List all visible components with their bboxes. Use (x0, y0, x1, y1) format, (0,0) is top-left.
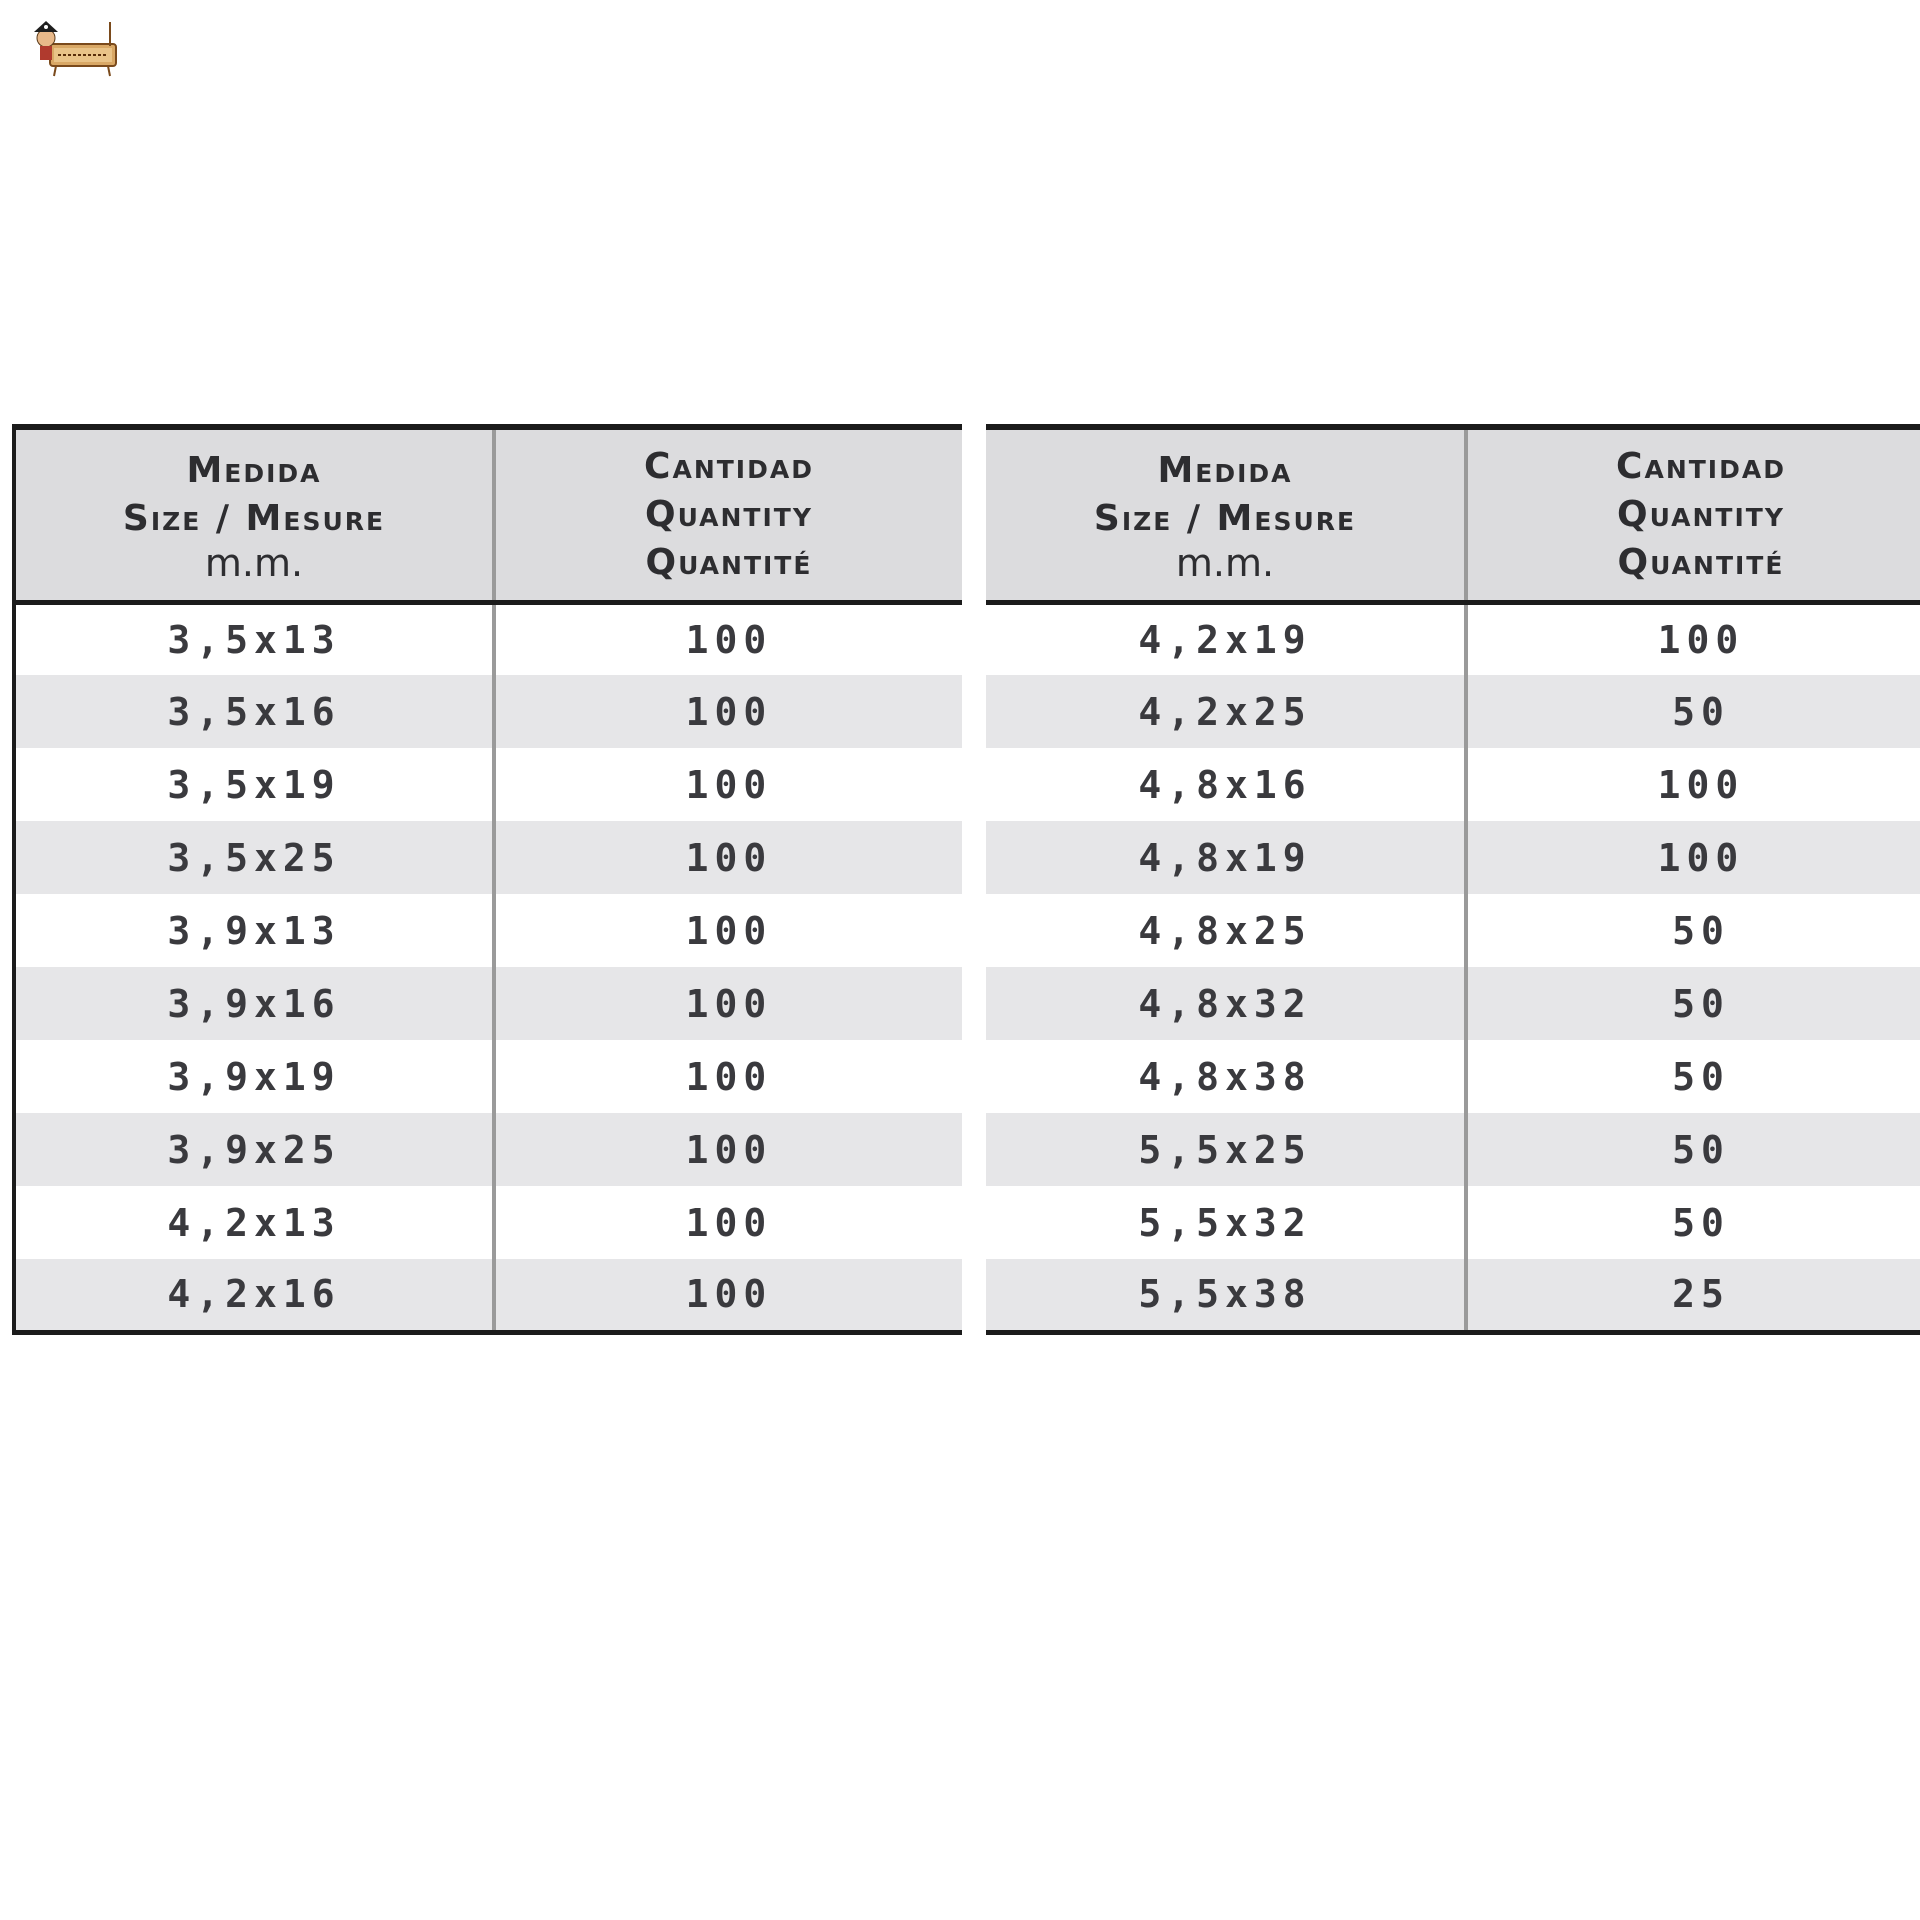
size-cell: 5,5x32 (986, 1186, 1466, 1259)
header-size-es: Medida (186, 449, 322, 491)
table-row (14, 602, 962, 675)
table-body (986, 602, 1920, 1332)
size-column-header (14, 427, 494, 602)
quantity-cell: 50 (1466, 1113, 1920, 1186)
size-cell: 4,8x38 (986, 1040, 1466, 1113)
header-size-es: Medida (1157, 449, 1293, 491)
table-row (986, 967, 1920, 1040)
header-size-units: m.m. (204, 540, 304, 585)
table-row (986, 748, 1920, 821)
table-row (14, 1259, 962, 1332)
quantity-cell: 100 (494, 894, 962, 967)
table-row (14, 894, 962, 967)
quantity-cell: 100 (494, 1259, 962, 1332)
header-quantity-es: Cantidad (644, 445, 814, 487)
size-cell: 4,8x16 (986, 748, 1466, 821)
quantity-cell: 100 (494, 967, 962, 1040)
table-row (14, 1113, 962, 1186)
header-quantity-fr: Quantité (1617, 541, 1785, 583)
quantity-cell: 100 (1466, 821, 1920, 894)
size-cell: 3,9x25 (14, 1113, 494, 1186)
size-cell: 3,9x13 (14, 894, 494, 967)
quantity-cell: 100 (494, 821, 962, 894)
table-row (986, 1259, 1920, 1332)
table-header-row (14, 427, 962, 602)
size-cell: 3,5x16 (14, 675, 494, 748)
quantity-cell: 100 (1466, 602, 1920, 675)
size-cell: 5,5x25 (986, 1113, 1466, 1186)
table-body (14, 602, 962, 1332)
quantity-cell: 50 (1466, 894, 1920, 967)
table-row (14, 967, 962, 1040)
size-cell: 3,5x25 (14, 821, 494, 894)
size-quantity-table-right (986, 424, 1920, 1335)
header-quantity-en: Quantity (1617, 493, 1785, 535)
quantity-cell: 100 (494, 1113, 962, 1186)
size-cell: 4,2x13 (14, 1186, 494, 1259)
quantity-column-header (1466, 427, 1920, 602)
table-header-row (986, 427, 1920, 602)
size-cell: 4,2x19 (986, 602, 1466, 675)
quantity-cell: 50 (1466, 1040, 1920, 1113)
size-cell: 4,2x25 (986, 675, 1466, 748)
size-cell: 3,9x19 (14, 1040, 494, 1113)
size-cell: 3,5x19 (14, 748, 494, 821)
size-cell: 4,8x25 (986, 894, 1466, 967)
table-row (986, 602, 1920, 675)
quantity-column-header (494, 427, 962, 602)
table-row (986, 675, 1920, 748)
table-row (986, 1186, 1920, 1259)
quantity-cell: 50 (1466, 1186, 1920, 1259)
header-quantity-fr: Quantité (645, 541, 813, 583)
quantity-cell: 25 (1466, 1259, 1920, 1332)
table-row (986, 1113, 1920, 1186)
table-row (14, 675, 962, 748)
quantity-cell: 100 (494, 675, 962, 748)
brand-logo (30, 18, 120, 80)
table-row (986, 894, 1920, 967)
quantity-cell: 100 (1466, 748, 1920, 821)
table-row (14, 1186, 962, 1259)
size-quantity-table-left (12, 424, 962, 1335)
size-cell: 3,9x16 (14, 967, 494, 1040)
header-quantity-es: Cantidad (1616, 445, 1786, 487)
table-row (14, 1040, 962, 1113)
size-cell: 5,5x38 (986, 1259, 1466, 1332)
quantity-cell: 50 (1466, 967, 1920, 1040)
header-size-units: m.m. (1175, 540, 1275, 585)
header-size-en-fr: Size / Mesure (1093, 497, 1357, 539)
size-cell: 4,8x32 (986, 967, 1466, 1040)
table-row (986, 821, 1920, 894)
quantity-cell: 100 (494, 602, 962, 675)
size-cell: 3,5x13 (14, 602, 494, 675)
size-cell: 4,2x16 (14, 1259, 494, 1332)
pirate-logo-icon (30, 18, 120, 80)
header-size-en-fr: Size / Mesure (122, 497, 386, 539)
table-row (14, 748, 962, 821)
quantity-cell: 100 (494, 748, 962, 821)
size-column-header (986, 427, 1466, 602)
quantity-cell: 50 (1466, 675, 1920, 748)
header-quantity-en: Quantity (645, 493, 813, 535)
quantity-cell: 100 (494, 1186, 962, 1259)
table-row (14, 821, 962, 894)
quantity-cell: 100 (494, 1040, 962, 1113)
table-row (986, 1040, 1920, 1113)
size-cell: 4,8x19 (986, 821, 1466, 894)
